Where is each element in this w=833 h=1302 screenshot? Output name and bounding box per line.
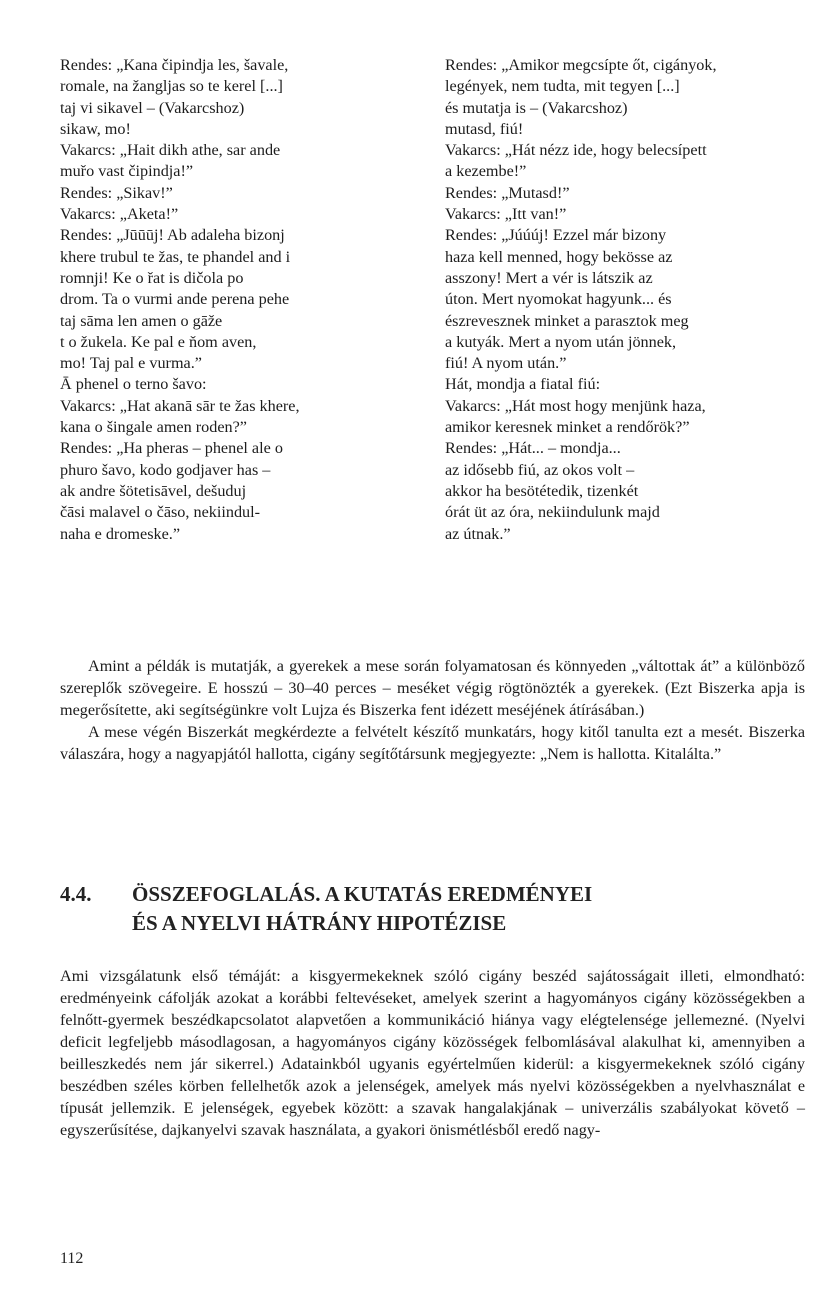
text-line: čāsi malavel o čāso, nekiindul- (60, 503, 261, 522)
text-line: Vakarcs: „Hait dikh athe, sar ande (60, 141, 281, 160)
text-line: Rendes: „Hát... – mondja... (445, 439, 621, 458)
text-line: naha e dromeske.” (60, 524, 180, 543)
text-line: Rendes: „Mutasd!” (445, 183, 570, 202)
text-line: legények, nem tudta, mit tegyen [...] (445, 77, 680, 96)
section-title-line-2: ÉS A NYELVI HÁTRÁNY HIPOTÉZISE (132, 911, 507, 935)
text-line: haza kell menned, hogy bekösse az (445, 247, 673, 266)
text-line: phuro šavo, kodo godjaver has – (60, 460, 271, 479)
text-line: Rendes: „Júúúj! Ezzel már bizony (445, 226, 667, 245)
text-line: Vakarcs: „Aketa!” (60, 205, 179, 224)
text-line: Ā phenel o terno šavo: (60, 375, 207, 394)
text-line: romnji! Ke o řat is dičola po (60, 268, 244, 287)
text-line: asszony! Mert a vér is látszik az (445, 268, 653, 287)
text-line: fiú! A nyom után.” (445, 354, 567, 373)
text-line: Rendes: „Jūūūj! Ab adaleha bizonj (60, 226, 285, 245)
paragraph: Amint a példák is mutatják, a gyerekek a mese során folyamatosan és könnyeden „váltottak át” a különböző szereplők szövegeire. E hosszú – 30–40 perces – meséket végig rögtönözték a gyerekek. (Ezt Biszerka apja is megerősítette, aki segítségünkre volt Lujza és Biszerka fent idézett meséjének átírásában.) (60, 657, 805, 719)
text-line: úton. Mert nyomokat hagyunk... és (445, 290, 672, 309)
text-line: khere trubul te žas, te phandel and i (60, 247, 291, 266)
text-line: Vakarcs: „Itt van!” (445, 205, 567, 224)
paragraph: Ami vizsgálatunk első témáját: a kisgyermekeknek szóló cigány beszéd sajátosságait illeti, elmondható: eredményeink cáfolják azokat a korábbi feltevéseket, amelyek szerint a hagyományos cigány közösségekben a felnőtt-gyermek beszédkapcsolatot alapvetően a kommunikáció hiánya vagy elégtelensége jellemezné. (Nyelvi deficit legfeljebb másodlagosan, a hagyományos cigány közösségek felbomlásával alakulhat ki, amennyiben a beilleszkedés nem jár sikerrel.) Adatainkból ugyanis egyértelműen kiderül: a kisgyermekeknek szóló cigány beszédben széles körben fellelhetők azok a jelenségek, amelyek más nyelvi közösségekben a nyelvhasználat e típusát jellemzik. E jelenségek, egyebek között: a szavak hangalakjának – univerzális szabályokat követő – egyszerűsítése, dajkanyelvi szavak használata, a gyakori önismétlésből eredő nagy- (60, 967, 805, 1139)
text-line: sikaw, mo! (60, 119, 131, 138)
body-text-lower (60, 965, 805, 1141)
text-line: t o žukela. Ke pal e ňom aven, (60, 332, 257, 351)
romani-text-column (60, 55, 405, 545)
text-line: Rendes: „Amikor megcsípte őt, cigányok, (445, 56, 717, 74)
text-line: Rendes: „Kana čipindja les, šavale, (60, 56, 289, 74)
text-line: mo! Taj pal e vurma.” (60, 354, 202, 373)
section-title-line-1: ÖSSZEFOGLALÁS. A KUTATÁS EREDMÉNYEI (132, 882, 593, 906)
text-line: akkor ha besötétedik, tizenkét (445, 481, 639, 500)
text-line: romale, na žangljas so te kerel [...] (60, 77, 283, 96)
text-line: a kezembe!” (445, 162, 527, 181)
text-line: taj vi sikavel – (Vakarcshoz) (60, 98, 245, 117)
body-text-upper (60, 655, 805, 765)
text-line: kana o šingale amen roden?” (60, 418, 247, 437)
text-line: Vakarcs: „Hát most hogy menjünk haza, (445, 396, 706, 415)
text-line: és mutatja is – (Vakarcshoz) (445, 98, 628, 117)
section-heading (60, 880, 805, 938)
text-line: muřo vast čipindja!” (60, 162, 194, 181)
text-line: taj sāma len amen o gāže (60, 311, 223, 330)
page-number: 112 (60, 1250, 84, 1267)
text-line: Hát, mondja a fiatal fiú: (445, 375, 601, 394)
section-number: 4.4. (60, 882, 92, 906)
text-line: ak andre šötetisāvel, dešuduj (60, 481, 247, 500)
text-line: drom. Ta o vurmi ande perena pehe (60, 290, 290, 309)
text-line: Vakarcs: „Hát nézz ide, hogy belecsípett (445, 141, 707, 160)
text-line: Vakarcs: „Hat akanā sār te žas khere, (60, 396, 300, 415)
text-line: órát üt az óra, nekiindulunk majd (445, 503, 660, 522)
text-line: Rendes: „Ha pheras – phenel ale o (60, 439, 283, 458)
paragraph: A mese végén Biszerkát megkérdezte a felvételt készítő munkatárs, hogy kitől tanulta ezt a mesét. Biszerka válaszára, hogy a nagyapjától hallotta, cigány segítőtársunk megjegyezte: „Nem is hallotta. Kitalálta.” (60, 723, 805, 763)
text-line: Rendes: „Sikav!” (60, 183, 173, 202)
text-line: az útnak.” (445, 524, 511, 543)
hungarian-translation-column (445, 55, 805, 545)
text-line: a kutyák. Mert a nyom után jönnek, (445, 332, 677, 351)
text-line: észrevesznek minket a parasztok meg (445, 311, 689, 330)
text-line: az idősebb fiú, az okos volt – (445, 460, 635, 479)
text-line: mutasd, fiú! (445, 119, 524, 138)
text-line: amikor keresnek minket a rendőrök?” (445, 418, 690, 437)
